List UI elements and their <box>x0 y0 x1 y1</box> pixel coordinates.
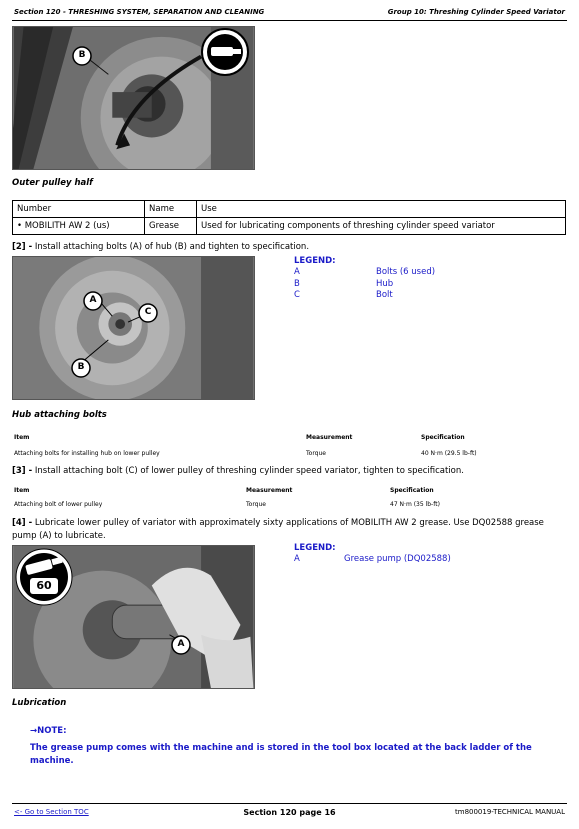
table-header-cell: Number <box>13 201 145 218</box>
legend-hub-bolts <box>294 256 554 302</box>
callout-a: A <box>170 634 192 656</box>
spec2-header-item: Item <box>14 487 30 494</box>
table-cell: Grease <box>145 218 197 235</box>
step-text-line2: pump (A) to lubricate. <box>12 531 106 541</box>
note-title: →NOTE: <box>30 726 67 736</box>
legend-value: Hub <box>376 278 394 289</box>
footer-divider <box>12 803 567 804</box>
step-number: [4] - <box>12 518 33 528</box>
spec1-header-specification: Specification <box>421 434 465 441</box>
note-text-line1: The grease pump comes with the machine and is stored in the tool box located at the back ladder of the <box>30 743 532 753</box>
materials-table <box>12 200 566 235</box>
spec2-measurement: Torque <box>246 501 266 508</box>
table-header-row <box>13 201 566 218</box>
figure3-caption: Lubrication <box>12 698 67 708</box>
spec1-item: Attaching bolts for installing hub on lower pulley <box>14 450 160 457</box>
grease-point-icon <box>197 27 253 77</box>
note-text-line2: machine. <box>30 756 74 766</box>
step-number: [2] - <box>12 242 33 252</box>
legend-key: A <box>294 554 300 564</box>
footer-manual-id: tm800019-TECHNICAL MANUAL <box>455 808 565 816</box>
step-2 <box>12 241 309 254</box>
hub-illustration <box>13 257 254 399</box>
spec2-header-measurement: Measurement <box>246 487 293 494</box>
legend-value: Bolts (6 used) <box>376 267 436 277</box>
callout-c: C <box>137 302 159 324</box>
grease-gun-badge-icon <box>14 548 74 606</box>
spec1-header-item: Item <box>14 434 30 441</box>
legend-value: Grease pump (DQ02588) <box>344 554 451 564</box>
table-header-cell: Use <box>197 201 566 218</box>
table-cell: • MOBILITH AW 2 (us) <box>13 218 145 235</box>
footer-page-number: Section 120 page 16 <box>243 808 336 817</box>
spec1-value: 40 N·m (29.5 lb-ft) <box>421 450 477 457</box>
spec2-item: Attaching bolt of lower pulley <box>14 501 103 508</box>
grease-count-badge: 60 <box>36 579 52 592</box>
legend-item <box>294 290 554 302</box>
step-text: Install attaching bolt (C) of lower pulley of threshing cylinder speed variator, tighten to specification. <box>34 466 464 476</box>
header-divider <box>12 20 567 21</box>
table-header-cell: Name <box>145 201 197 218</box>
callout-b: B <box>70 357 92 379</box>
legend-key: A <box>294 267 300 277</box>
hub-bolts-photo <box>12 256 255 400</box>
step-number: [3] - <box>12 466 33 476</box>
callout-b: B <box>71 45 93 67</box>
header-group-title: Group 10: Threshing Cylinder Speed Variator <box>387 8 565 16</box>
go-to-section-toc-link[interactable]: <- Go to Section TOC <box>14 808 89 816</box>
step-text-line1: Lubricate lower pulley of variator with approximately sixty applications of MOBILITH AW 2 grease. Use DQ02588 grease <box>34 518 544 528</box>
legend-item <box>294 279 554 291</box>
table-cell: Used for lubricating components of threshing cylinder speed variator <box>197 218 566 235</box>
legend-title: LEGEND: <box>294 543 336 553</box>
spec2-value: 47 N·m (35 lb-ft) <box>390 501 440 508</box>
spec1-measurement: Torque <box>306 450 326 457</box>
table-row <box>13 218 566 235</box>
spec1-header-measurement: Measurement <box>306 434 353 441</box>
figure2-caption: Hub attaching bolts <box>12 410 107 420</box>
legend-key: B <box>294 278 300 289</box>
legend-item <box>294 267 554 279</box>
legend-lubrication <box>294 543 554 566</box>
callout-a: A <box>82 290 104 312</box>
step-4 <box>12 517 572 543</box>
lubrication-photo <box>12 545 255 689</box>
note-block <box>30 725 570 768</box>
legend-key: C <box>294 290 300 300</box>
legend-value: Bolt <box>376 290 393 300</box>
outer-pulley-photo <box>12 26 255 170</box>
step-3 <box>12 465 464 478</box>
legend-title: LEGEND: <box>294 256 336 266</box>
figure1-caption: Outer pulley half <box>12 178 93 188</box>
header-section-title: Section 120 - THRESHING SYSTEM, SEPARATION AND CLEANING <box>14 8 265 16</box>
step-text: Install attaching bolts (A) of hub (B) and tighten to specification. <box>34 242 310 252</box>
spec2-header-specification: Specification <box>390 487 434 494</box>
legend-item <box>294 554 554 566</box>
